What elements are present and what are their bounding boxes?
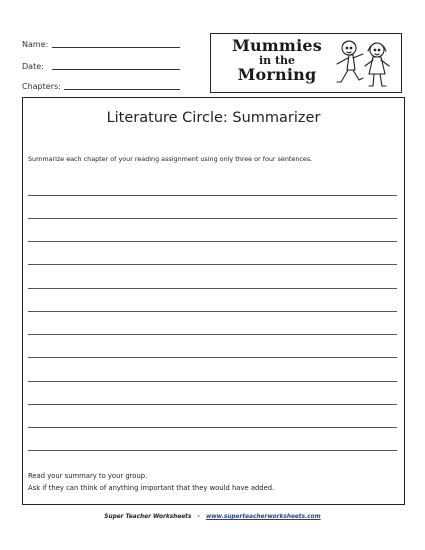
writing-line[interactable] [28,381,397,382]
worksheet-title: Literature Circle: Summarizer [106,110,321,126]
name-field[interactable] [22,40,48,49]
footer-brand: Super Teacher Worksheets [104,514,192,520]
writing-line[interactable] [28,241,397,242]
writing-line[interactable] [28,404,397,405]
writing-line[interactable] [28,195,397,196]
chapters-label: Chapters: [22,82,61,91]
book-title: Mummies in the Morning [232,36,322,84]
writing-line[interactable] [28,264,397,265]
book-logo [210,33,402,93]
writing-line[interactable] [28,427,397,428]
instructions-text: Summarize each chapter of your reading assignment using only three or four sentences. [28,155,313,163]
children-illustration-icon [329,36,397,90]
writing-line[interactable] [28,334,397,335]
writing-line[interactable] [28,311,397,312]
date-field[interactable] [22,62,44,71]
closing-text-2: Ask if they can think of anything important that they would have added. [28,484,275,492]
footer-separator: - [197,514,200,520]
closing-text-1: Read your summary to your group. [28,472,148,480]
writing-line[interactable] [28,357,397,358]
writing-line[interactable] [28,288,397,289]
writing-line[interactable] [28,450,397,451]
date-label: Date: [22,62,44,71]
chapters-field[interactable] [22,82,61,91]
writing-line[interactable] [28,218,397,219]
page-footer [0,514,425,520]
summary-box [22,97,405,505]
name-label: Name: [22,40,49,49]
footer-link[interactable]: www.superteacherworksheets.com [205,514,321,520]
